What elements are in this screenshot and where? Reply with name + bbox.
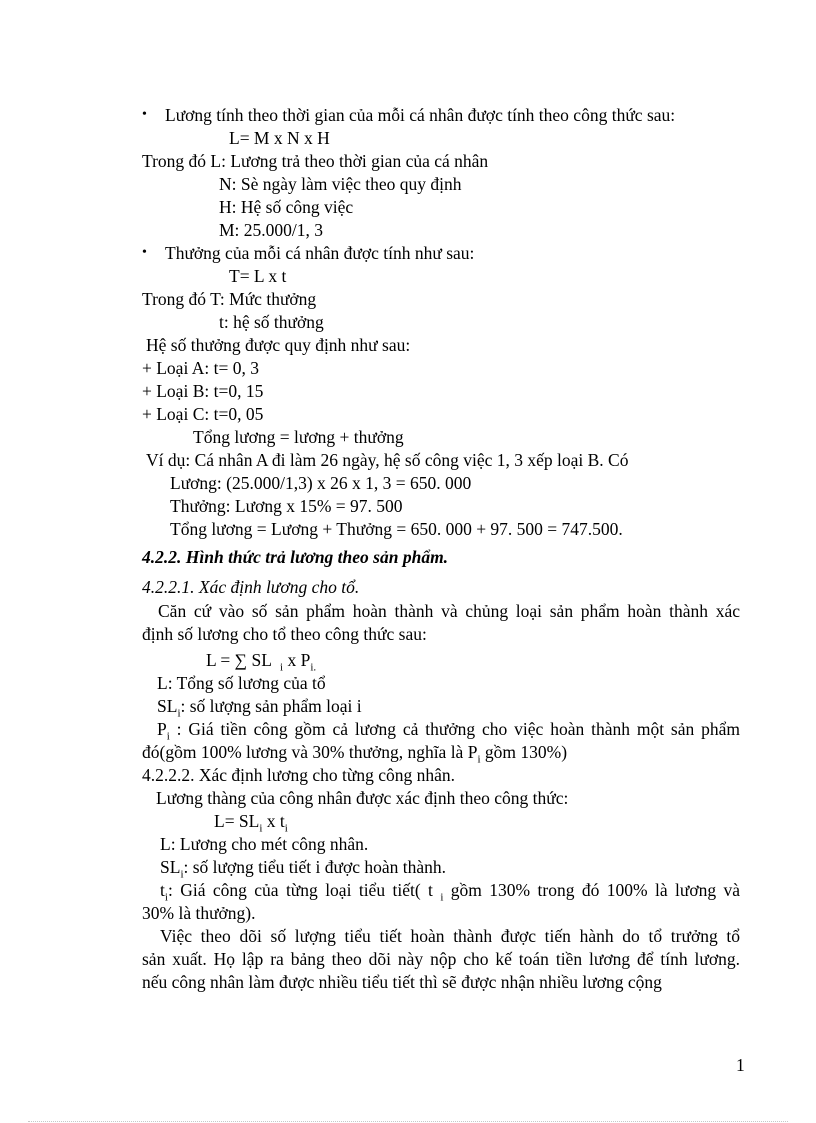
- text-line: + Loại A: t= 0, 3: [142, 358, 259, 378]
- bullet-icon: •: [142, 245, 147, 260]
- text-line: Lương: (25.000/1,3) x 26 x 1, 3 = 650. 000: [170, 473, 472, 493]
- text-line: Trong đó L: Lương trả theo thời gian của cá nhân: [142, 151, 489, 171]
- subsection-heading: 4.2.2.1. Xác định lương cho tổ.: [142, 577, 360, 597]
- formula-line: T= L x t: [229, 266, 287, 286]
- text-line: L: Lương cho mét công nhân.: [160, 834, 369, 854]
- text-line: Trong đó T: Mức thưởng: [142, 289, 317, 309]
- formula-line: $L= SL_i$ x $t_i$: [214, 811, 288, 835]
- paragraph-line: Căn cứ vào số sản phẩm hoàn thành và chủng loại sản phẩm hoàn thành xác: [158, 601, 740, 621]
- paragraph-line: Lương thàng của công nhân được xác định theo công thức:: [156, 788, 569, 808]
- page-number: 1: [736, 1055, 745, 1075]
- text-line: $t_i$: Giá công của từng loại tiểu tiết( t $_i$ gồm 130% trong đó 100% là lương và: [160, 880, 741, 904]
- text-line: H: Hệ số công việc: [219, 197, 354, 217]
- section-heading: 4.2.2. Hình thức trả lương theo sản phẩm.: [142, 547, 449, 567]
- text-line: Thưởng của mỗi cá nhân được tính như sau:: [165, 243, 475, 263]
- page-border-divider: [28, 1121, 788, 1122]
- formula-line: L = ∑ SL $_i$ x $P_{i.}$: [206, 650, 317, 674]
- text-line: 30% là thưởng).: [142, 903, 256, 923]
- text-line: + Loại C: t=0, 05: [142, 404, 264, 424]
- text-line: $SL_i$: số lượng sản phẩm loại i: [157, 696, 362, 720]
- paragraph-line: nếu công nhân làm được nhiều tiểu tiết thì sẽ được nhận nhiều lương cộng: [142, 972, 662, 992]
- text-line: Hệ số thưởng được quy định như sau:: [146, 335, 411, 355]
- text-line: + Loại B: t=0, 15: [142, 381, 264, 401]
- text-line: N: Sè ngày làm việc theo quy định: [219, 174, 462, 194]
- paragraph-line: định số lương cho tổ theo công thức sau:: [142, 624, 427, 644]
- text-line: Tổng lương = Lương + Thưởng = 650. 000 + 97. 500 = 747.500.: [170, 519, 623, 539]
- text-line: Thưởng: Lương x 15% = 97. 500: [170, 496, 403, 516]
- bullet-icon: •: [142, 107, 147, 122]
- text-line: t: hệ số thưởng: [219, 312, 324, 332]
- formula-line: Tổng lương = lương + thưởng: [193, 427, 404, 447]
- formula-line: L= M x N x H: [229, 128, 330, 148]
- text-line: M: 25.000/1, 3: [219, 220, 324, 240]
- text-line: Ví dụ: Cá nhân A đi làm 26 ngày, hệ số công việc 1, 3 xếp loại B. Có: [146, 450, 629, 470]
- paragraph-line: sản xuất. Họ lập ra bảng theo dõi này nộp cho kế toán tiền lương để tính lương.: [142, 949, 740, 969]
- paragraph-line: Việc theo dõi số lượng tiểu tiết hoàn thành được tiến hành do tổ trưởng tổ: [160, 926, 740, 946]
- subsection-heading: 4.2.2.2. Xác định lương cho từng công nhân.: [142, 765, 456, 785]
- text-line: đó(gồm 100% lương và 30% thưởng, nghĩa là $P_i$ gồm 130%): [142, 742, 568, 766]
- text-line: L: Tổng số lương của tổ: [157, 673, 326, 693]
- text-line: $SL_i$: số lượng tiểu tiết i được hoàn thành.: [160, 857, 447, 881]
- text-line: Lương tính theo thời gian của mỗi cá nhân được tính theo công thức sau:: [165, 105, 676, 125]
- text-line: $P_i$ : Giá tiền công gồm cả lương cả thưởng cho việc hoàn thành một sản phẩm: [157, 719, 741, 743]
